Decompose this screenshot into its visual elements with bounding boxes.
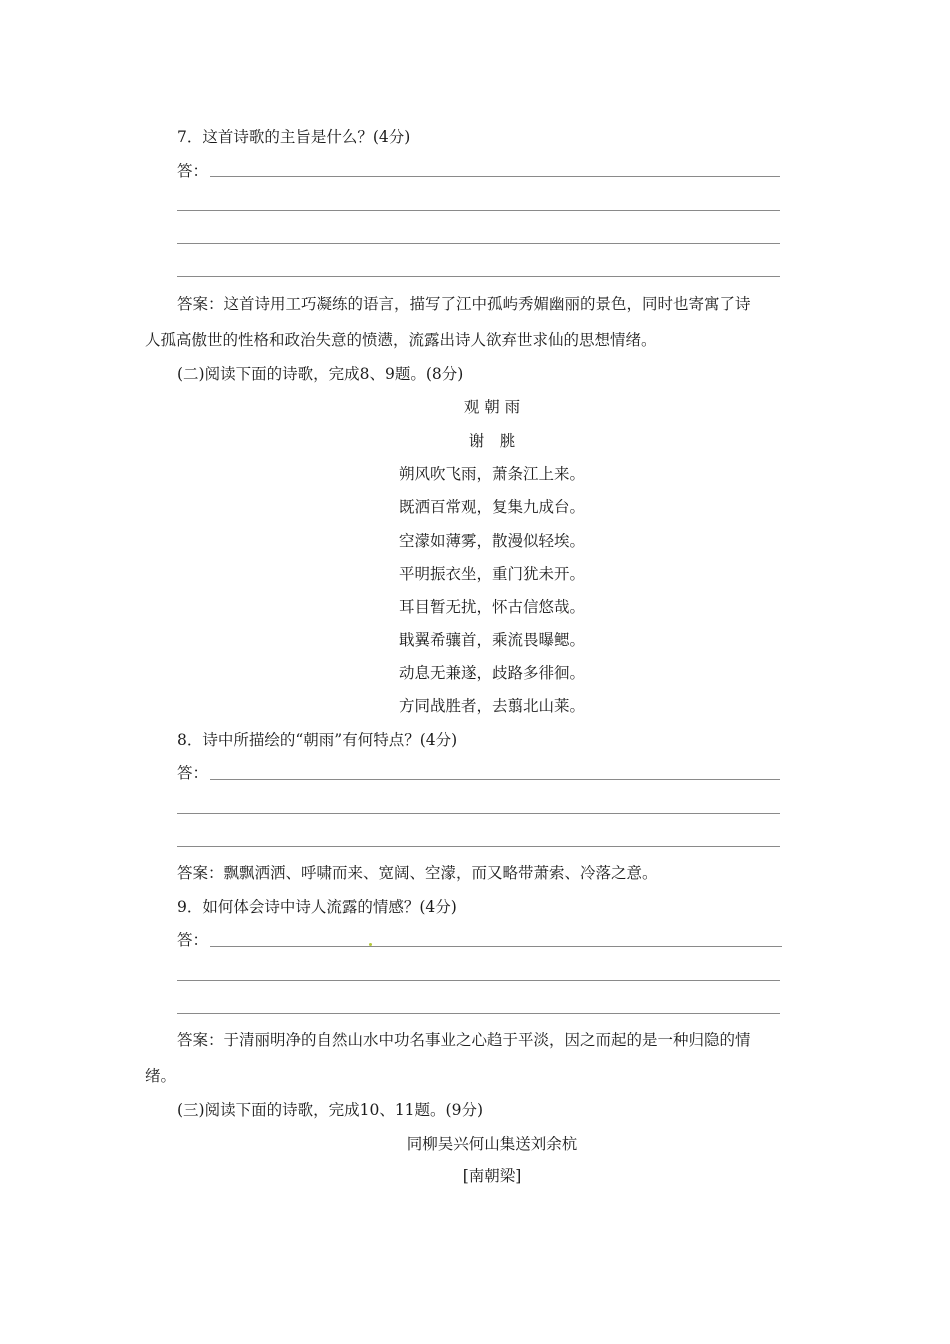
poem-line: 耳目暂无扰，怀古信悠哉。 xyxy=(398,598,585,616)
q9-answer-line-1[interactable] xyxy=(210,946,782,947)
q9-answer-line-2[interactable] xyxy=(177,980,780,981)
poem-line: 朔风吹飞雨，萧条江上来。 xyxy=(398,465,585,483)
poem-line: 既洒百常观，复集九成台。 xyxy=(398,498,585,516)
q9-answer-text-2: 绪。 xyxy=(145,1067,177,1085)
poem-line: 动息无兼遂，歧路多徘徊。 xyxy=(398,664,585,682)
poem-line: 平明振衣坐，重门犹未开。 xyxy=(398,565,585,583)
q9-answer-line-3[interactable] xyxy=(177,1013,780,1014)
q7-answer-text-2: 人孤高傲世的性格和政治失意的愤懑，流露出诗人欲弃世求仙的思想情绪。 xyxy=(145,331,657,349)
q8-answer-line-2[interactable] xyxy=(177,813,780,814)
section3-heading: (三)阅读下面的诗歌，完成10、11题。(9分) xyxy=(177,1101,483,1119)
q8-answer-line-3[interactable] xyxy=(177,846,780,847)
q7-answer-line-1[interactable] xyxy=(210,176,780,177)
q9-answer-text-1: 答案：于清丽明净的自然山水中功名事业之心趋于平淡，因之而起的是一种归隐的情 xyxy=(177,1031,751,1049)
poem-line: 方同战胜者，去翦北山莱。 xyxy=(398,697,585,715)
q7-answer-line-3[interactable] xyxy=(177,243,780,244)
section3-poem-title: 同柳吴兴何山集送刘余杭 xyxy=(406,1135,578,1153)
section2-poem-title: 观 朝 雨 xyxy=(463,398,521,416)
q9-question: 9．如何体会诗中诗人流露的情感？(4分) xyxy=(177,898,457,916)
q8-question: 8．诗中所描绘的“朝雨”有何特点？(4分) xyxy=(177,731,458,749)
q7-answer-line-2[interactable] xyxy=(177,210,780,211)
q8-answer-line-1[interactable] xyxy=(210,779,780,780)
q7-answer-line-4[interactable] xyxy=(177,276,780,277)
section2-heading: (二)阅读下面的诗歌，完成8、9题。(8分) xyxy=(177,365,464,383)
section2-poem-author: 谢 脁 xyxy=(468,432,516,450)
q8-answer-text: 答案：飘飘洒洒、呼啸而来、宽阔、空濛，而又略带萧索、冷落之意。 xyxy=(177,864,658,882)
poem-line: 空濛如薄雾，散漫似轻埃。 xyxy=(398,532,585,550)
section3-poem-author: [南朝梁] xyxy=(462,1167,522,1185)
q7-answer-text-1: 答案：这首诗用工巧凝练的语言，描写了江中孤屿秀媚幽丽的景色，同时也寄寓了诗 xyxy=(177,295,751,313)
q7-answer-label: 答： xyxy=(177,162,209,180)
q9-answer-label: 答： xyxy=(177,931,209,949)
q7-question: 7．这首诗歌的主旨是什么？(4分) xyxy=(177,128,411,146)
stray-dot-mark xyxy=(369,943,372,946)
q8-answer-label: 答： xyxy=(177,764,209,782)
poem-line: 戢翼希骧首，乘流畏曝鳃。 xyxy=(398,631,585,649)
